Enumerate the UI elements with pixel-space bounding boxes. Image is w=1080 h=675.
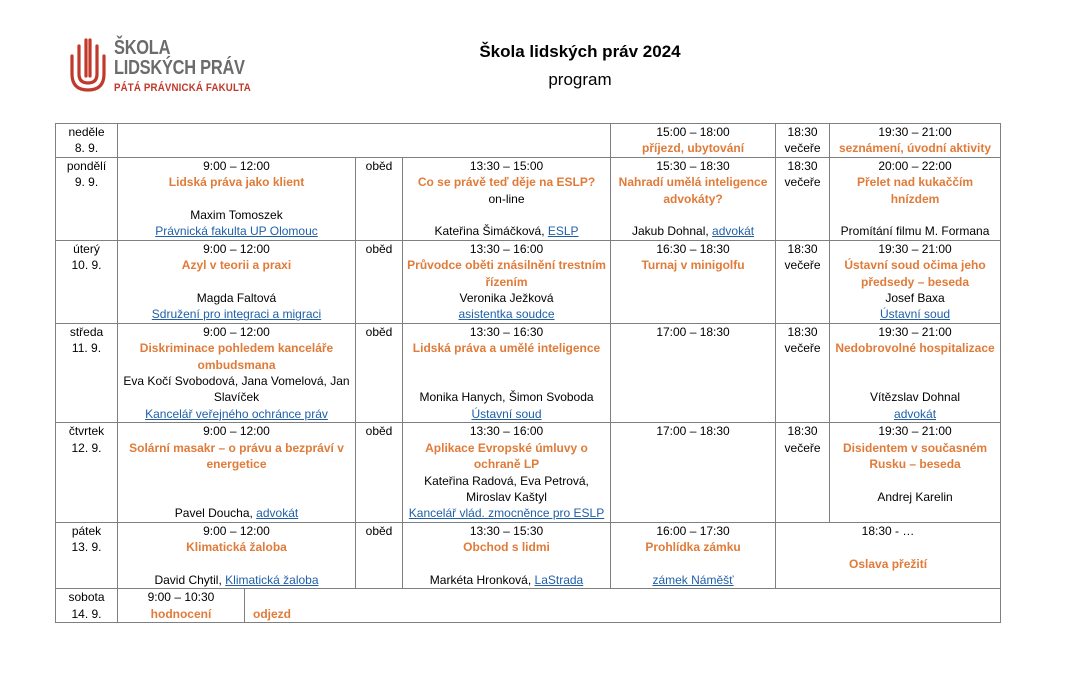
dinner-cell xyxy=(776,240,830,323)
session-morning: 9:00 – 12:00 Solární masakr – o právu a bezpráví v energetice Pavel Doucha, advokát xyxy=(118,423,356,522)
lunch-cell xyxy=(356,240,403,323)
session-time: 9:00 – 12:00 xyxy=(203,158,270,173)
day-cell xyxy=(56,522,118,589)
logo-line-1: ŠKOLA xyxy=(114,37,171,59)
session-speaker: Magda Faltová xyxy=(196,291,277,306)
session-speaker: Andrej Karelin xyxy=(877,489,953,504)
session-morning xyxy=(118,157,356,240)
speaker-link[interactable]: Sdružení pro integraci a migraci xyxy=(151,307,322,322)
session-speaker: Eva Kočí Svobodová, Jana Vomelová, Jan Slavíček xyxy=(123,374,350,405)
speaker-link[interactable]: advokát xyxy=(256,506,299,521)
speaker-link[interactable]: advokát xyxy=(712,224,755,239)
session-time: 15:30 – 18:30 xyxy=(656,158,730,173)
dinner-label: večeře xyxy=(784,175,821,190)
session-speaker: David Chytil xyxy=(154,572,219,587)
hand-icon xyxy=(68,36,108,92)
day-row-saturday xyxy=(56,589,1001,623)
dinner-label: večeře xyxy=(784,341,821,356)
day-row-wednesday xyxy=(56,323,1001,422)
session-afternoon-1: 13:30 – 15:00 Co se právě teď děje na ESLP? on-line Kateřina Šimáčková, ESLP xyxy=(403,157,611,240)
lunch-cell xyxy=(356,522,403,589)
session-speaker: Jakub Dohnal xyxy=(631,224,706,239)
departure-label: odjezd xyxy=(253,606,291,621)
saturday-program xyxy=(118,589,1001,623)
day-date: 8. 9. xyxy=(74,141,99,156)
dinner-label: večeře xyxy=(784,141,821,156)
session-speaker: Maxim Tomoszek xyxy=(190,208,283,223)
dinner-time: 18:30 xyxy=(787,324,818,339)
session-time: 9:00 – 12:00 xyxy=(203,523,270,538)
day-date: 9. 9. xyxy=(74,175,99,190)
session-afternoon-2: 15:30 – 18:30 Nahradí umělá inteligence advokáty? Jakub Dohnal, advokát xyxy=(611,157,776,240)
session-afternoon-2 xyxy=(611,522,776,589)
session-time: 9:00 – 12:00 xyxy=(203,241,270,256)
speaker-link[interactable]: advokát xyxy=(894,406,937,421)
session-speaker: Veronika Ježková xyxy=(459,291,554,306)
speaker-link[interactable]: ESLP xyxy=(547,224,579,239)
session-speaker: Kateřina Radová, Eva Petrová, Miroslav Kaštyl xyxy=(424,473,589,504)
logo-faculty: PÁTÁ PRÁVNICKÁ FAKULTA xyxy=(114,82,251,94)
day-row-friday xyxy=(56,522,1001,589)
speaker-link[interactable]: zámek Náměšť xyxy=(652,572,734,587)
session-evening xyxy=(830,240,1001,323)
session-time: 16:30 – 18:30 xyxy=(656,241,730,256)
lunch-label: oběd xyxy=(365,324,393,339)
session-time: 13:30 – 15:00 xyxy=(469,158,544,173)
session-title: Aplikace Evropské úmluvy o ochraně LP xyxy=(425,440,588,472)
dinner-time: 18:30 xyxy=(787,158,818,173)
logo xyxy=(68,36,268,100)
speaker-link[interactable]: Klimatická žaloba xyxy=(225,572,319,587)
session-speaker: Vítězslav Dohnal xyxy=(870,390,961,405)
session-title: Klimatická žaloba xyxy=(186,540,287,555)
session-afternoon-1 xyxy=(403,240,611,323)
day-date: 13. 9. xyxy=(71,540,102,555)
session-title: Prohlídka zámku xyxy=(645,540,741,555)
day-cell xyxy=(56,589,118,623)
dinner-time: 18:30 xyxy=(787,125,818,139)
day-cell xyxy=(56,157,118,240)
dinner-cell xyxy=(776,323,830,422)
dinner-label: večeře xyxy=(784,440,821,455)
lunch-label: oběd xyxy=(365,158,393,173)
session-morning: 9:00 – 12:00 Klimatická žaloba David Chytil, Klimatická žaloba xyxy=(118,522,356,589)
session-title: Turnaj v minigolfu xyxy=(641,258,745,273)
session-speaker: Promítání filmu M. Formana xyxy=(840,224,990,239)
lunch-cell xyxy=(356,157,403,240)
session-time: 17:00 – 18:30 xyxy=(656,324,730,339)
schedule-table xyxy=(55,123,1001,623)
speaker-link[interactable]: Kancelář vlád. zmocněnce pro ESLP xyxy=(408,506,605,521)
speaker-link[interactable]: LaStrada xyxy=(534,572,584,587)
session-afternoon-2 xyxy=(611,323,776,422)
session-title: Nedobrovolné hospitalizace xyxy=(835,341,995,356)
day-date: 14. 9. xyxy=(71,606,102,621)
session-time: 9:00 – 10:30 xyxy=(147,590,215,605)
session-time: 9:00 – 12:00 xyxy=(203,424,270,439)
day-date: 10. 9. xyxy=(71,258,102,273)
session-time: 15:00 – 18:00 xyxy=(656,125,730,139)
page-title: Škola lidských práv 2024 xyxy=(479,42,681,61)
session-time: 13:30 – 16:30 xyxy=(469,324,544,339)
session-time: 19:30 – 21:00 xyxy=(878,324,952,339)
session-evening xyxy=(830,157,1001,240)
departure-cell xyxy=(245,589,291,622)
session-title: Azyl v teorii a praxi xyxy=(181,258,292,273)
session-afternoon-1 xyxy=(403,423,611,522)
session-time: 17:00 – 18:30 xyxy=(656,424,730,439)
day-row-thursday xyxy=(56,423,1001,522)
session-afternoon-2 xyxy=(611,124,776,158)
session-evening xyxy=(830,124,1001,158)
dinner-time: 18:30 xyxy=(787,424,818,439)
day-date: 12. 9. xyxy=(71,440,102,455)
session-title: Lidská práva a umělé inteligence xyxy=(412,341,601,356)
day-name: pátek xyxy=(71,523,102,538)
speaker-link[interactable]: Kancelář veřejného ochránce práv xyxy=(145,406,328,421)
session-evening xyxy=(776,522,1001,589)
session-time: 13:30 – 16:00 xyxy=(469,241,544,256)
day-name: úterý xyxy=(73,241,100,256)
session-speaker: Pavel Doucha xyxy=(174,506,250,521)
session-title: Ústavní soud očima jeho předsedy – beseda xyxy=(844,258,986,289)
speaker-link[interactable]: Ústavní soud xyxy=(880,307,951,322)
session-afternoon-2 xyxy=(611,423,776,522)
empty-cell xyxy=(118,124,611,158)
speaker-link[interactable]: asistentka soudce xyxy=(458,307,555,322)
dinner-cell xyxy=(776,157,830,240)
day-date: 11. 9. xyxy=(71,341,102,356)
day-row-monday xyxy=(56,157,1001,240)
session-time: 18:30 - … xyxy=(861,523,915,538)
session-speaker: Markéta Hronková xyxy=(429,572,528,587)
session-afternoon-1: 13:30 – 15:30 Obchod s lidmi Markéta Hronková, LaStrada xyxy=(403,522,611,589)
session-title: Průvodce oběti znásilnění trestním řízením xyxy=(407,258,606,289)
session-title: seznámení, úvodní aktivity xyxy=(839,141,992,156)
day-cell xyxy=(56,240,118,323)
session-speaker: Kateřina Šimáčková xyxy=(434,224,542,239)
dinner-label: večeře xyxy=(784,258,821,273)
dinner-cell xyxy=(776,124,830,158)
session-speaker: Monika Hanych, Šimon Svoboda xyxy=(419,390,594,405)
day-cell xyxy=(56,124,118,158)
session-time: 13:30 – 15:30 xyxy=(469,523,544,538)
lunch-cell xyxy=(356,423,403,522)
dinner-time: 18:30 xyxy=(787,241,818,256)
speaker-link[interactable]: Ústavní soud xyxy=(471,406,542,421)
lunch-label: oběd xyxy=(365,241,393,256)
session-title: Diskriminace pohledem kanceláře ombudsmana xyxy=(139,341,334,372)
day-name: pondělí xyxy=(66,158,107,173)
session-morning xyxy=(118,240,356,323)
session-title: hodnocení xyxy=(150,606,212,621)
session-time: 20:00 – 22:00 xyxy=(878,158,952,173)
session-evening xyxy=(830,323,1001,422)
day-name: sobota xyxy=(68,590,105,605)
day-name: čtvrtek xyxy=(68,424,105,439)
session-title: Obchod s lidmi xyxy=(463,540,550,555)
session-afternoon-2 xyxy=(611,240,776,323)
logo-line-2: LIDSKÝCH PRÁV xyxy=(114,57,245,79)
day-name: středa xyxy=(69,324,104,339)
session-title: Co se právě teď děje na ESLP? xyxy=(417,175,596,190)
session-morning xyxy=(118,589,245,622)
lunch-label: oběd xyxy=(365,523,393,538)
session-time: 19:30 – 21:00 xyxy=(878,241,952,256)
page-subtitle: program xyxy=(548,70,612,89)
session-time: 16:00 – 17:30 xyxy=(656,523,730,538)
dinner-cell xyxy=(776,423,830,522)
session-time: 19:30 – 21:00 xyxy=(878,125,952,139)
session-morning xyxy=(118,323,356,422)
session-title: Solární masakr – o právu a bezpráví v energetice xyxy=(129,440,344,472)
session-evening xyxy=(830,423,1001,522)
session-time: 19:30 – 21:00 xyxy=(878,424,952,439)
day-cell xyxy=(56,423,118,522)
lunch-cell xyxy=(356,323,403,422)
session-title: Oslava přežití xyxy=(849,556,928,571)
session-title: příjezd, ubytování xyxy=(642,141,745,156)
session-title: Lidská práva jako klient xyxy=(168,175,305,190)
session-afternoon-1 xyxy=(403,323,611,422)
session-time: 13:30 – 16:00 xyxy=(469,424,544,439)
day-row-sunday xyxy=(56,124,1001,158)
day-name: neděle xyxy=(68,125,105,139)
day-row-tuesday xyxy=(56,240,1001,323)
session-title: Nahradí umělá inteligence advokáty? xyxy=(618,175,768,206)
session-speaker: Josef Baxa xyxy=(885,291,945,306)
session-title: Disidentem v současném Rusku – beseda xyxy=(843,440,988,472)
lunch-label: oběd xyxy=(365,424,393,439)
day-cell xyxy=(56,323,118,422)
speaker-link[interactable]: Právnická fakulta UP Olomouc xyxy=(155,224,318,239)
session-title: Přelet nad kukaččím hnízdem xyxy=(857,175,974,206)
session-time: 9:00 – 12:00 xyxy=(203,324,270,339)
session-note: on-line xyxy=(488,191,525,206)
